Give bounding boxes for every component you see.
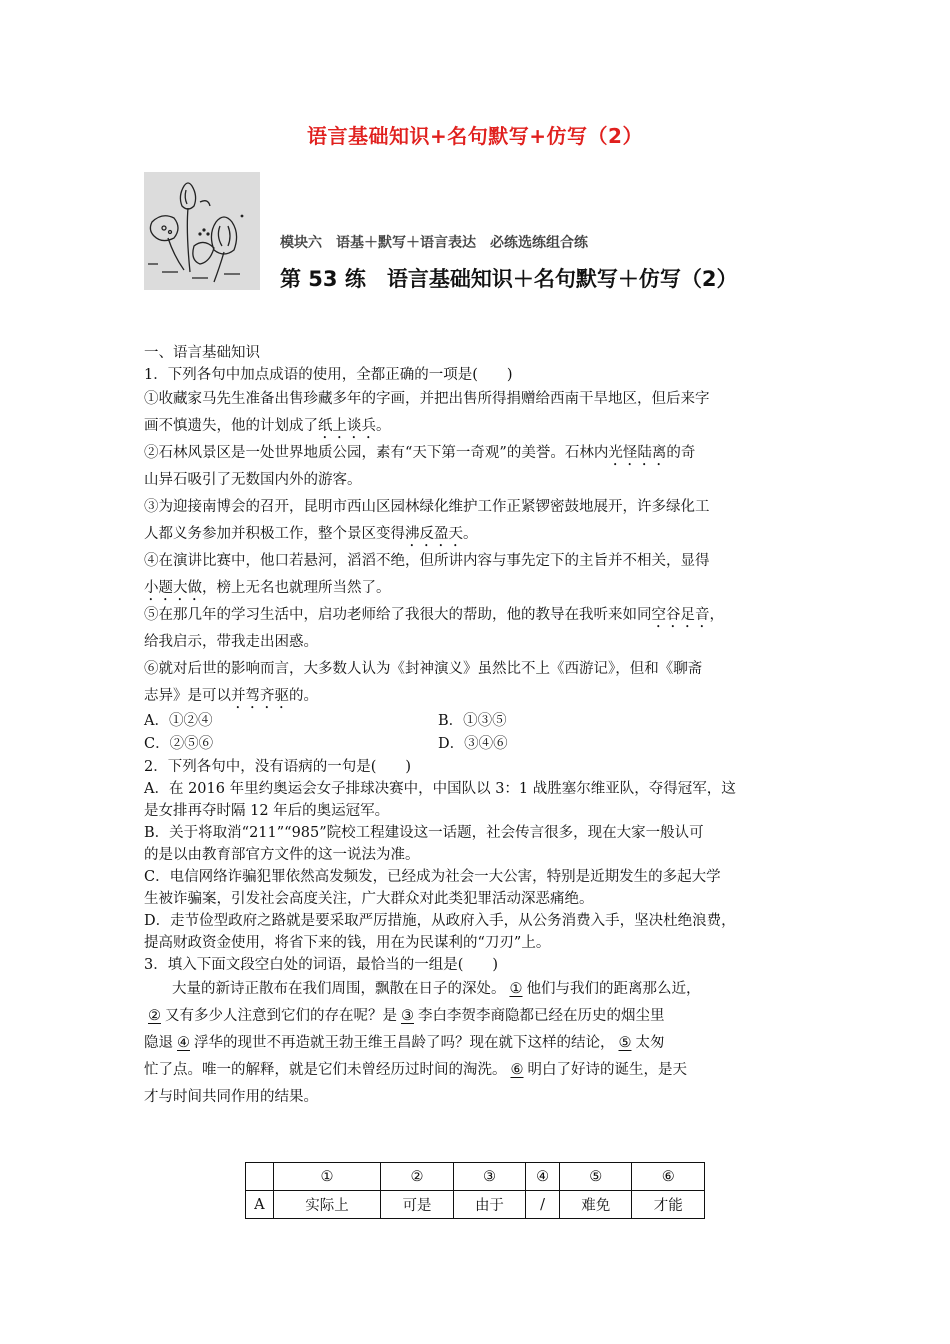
table-cell: ①: [273, 1163, 381, 1191]
dotted-idiom: 纸上谈兵: [318, 418, 376, 434]
dotted-idiom: 小题大做: [144, 580, 202, 596]
table-header-row: [246, 1163, 705, 1191]
blank-3: ③: [401, 1008, 414, 1024]
q1-sentence-3: ③为迎接南博会的召开，昆明市西山区园林绿化维护工作正紧锣密鼓地展开，许多绿化工: [144, 499, 710, 515]
table-cell: ②: [381, 1163, 453, 1191]
q3-passage-line-5: 才与时间共同作用的结果。: [144, 1089, 318, 1105]
module-subtitle: 模块六 语基＋默写＋语言表达 必练选练组合练: [280, 235, 588, 251]
dotted-idiom: 光怪陆离: [608, 445, 667, 461]
option-d[interactable]: D．③④⑥: [438, 736, 508, 752]
q1-sentence-2-cont: 山异石吸引了无数国内外的游客。: [144, 472, 362, 488]
q2-option-b-cont: 的是以由教育部官方文件的这一说法为准。: [144, 847, 420, 863]
practice-title: 第 53 练 语言基础知识＋名句默写＋仿写（2）: [280, 267, 738, 291]
q3-passage-line-4: 忙了点。唯一的解释，就是它们未曾经历过时间的淘洗。 ⑥ 明白了好诗的诞生，是天: [144, 1062, 687, 1078]
question-1-stem: 1．下列各句中加点成语的使用，全都正确的一项是( ): [144, 367, 513, 383]
blank-4: ④: [177, 1035, 190, 1051]
q1-sentence-1: ①收藏家马先生准备出售珍藏多年的字画，并把出售所得捐赠给西南干旱地区，但后来字: [144, 391, 710, 407]
lotus-illustration: [144, 172, 260, 290]
lotus-icon: [144, 172, 260, 290]
q1-sentence-3-cont: 人都义务参加并积极工作，整个景区变得沸反盈天。: [144, 526, 478, 542]
q2-option-d[interactable]: D．走节俭型政府之路就是要采取严厉措施，从政府入手，从公务消费入手，坚决杜绝浪费，: [144, 913, 736, 929]
table-cell: [246, 1163, 274, 1191]
q3-passage-line-2: ② 又有多少人注意到它们的存在呢？是 ③ 李白李贺李商隐都已经在历史的烟尘里: [144, 1003, 806, 1030]
q1-sentence-1-cont: 画不慎遗失，他的计划成了纸上谈兵。: [144, 418, 391, 434]
q2-option-a-cont: 是女排再夺时隔 12 年后的奥运冠军。: [144, 803, 390, 819]
option-a[interactable]: A．①②④: [144, 713, 213, 729]
q1-sentence-5: ⑤在那几年的学习生活中，启功老师给了我很大的帮助，他的教导在我听来如同空谷足音，: [144, 607, 724, 623]
table-cell: 实际上: [273, 1191, 381, 1219]
option-c[interactable]: C．②⑤⑥: [144, 736, 214, 752]
blank-1: ①: [509, 981, 523, 997]
table-cell: 可是: [381, 1191, 453, 1219]
q1-sentence-5-cont: 给我启示，带我走出困惑。: [144, 634, 318, 650]
table-cell: ⑤: [559, 1163, 631, 1191]
table-cell: 才能: [632, 1191, 705, 1219]
q1-sentence-4-cont: 小题大做，榜上无名也就理所当然了。: [144, 580, 391, 596]
q1-sentence-4: ④在演讲比赛中，他口若悬河，滔滔不绝，但所讲内容与事先定下的主旨并不相关，显得: [144, 553, 710, 569]
blank-2: ②: [148, 1008, 161, 1024]
table-cell: 难免: [559, 1191, 631, 1219]
q2-option-b[interactable]: B．关于将取消“211”“985”院校工程建设这一话题，社会传言很多，现在大家一般认可: [144, 825, 704, 841]
section-heading: 一、语言基础知识: [144, 345, 260, 361]
q2-option-d-cont: 提高财政资金使用，将省下来的钱，用在为民谋利的“刀刃”上。: [144, 935, 551, 951]
question-3-stem: 3．填入下面文段空白处的词语，最恰当的一组是( ): [144, 957, 499, 973]
blank-5: ⑤: [618, 1035, 632, 1051]
document-title: 语言基础知识+名句默写+仿写（2）: [307, 124, 643, 148]
answer-table: [245, 1162, 705, 1219]
table-cell: ④: [526, 1163, 560, 1191]
table-cell: A: [246, 1191, 274, 1219]
q3-passage-line-3: 隐退 ④ 浮华的现世不再造就王勃王维王昌龄了吗？现在就下这样的结论， ⑤ 太匆: [144, 1035, 665, 1051]
q1-sentence-6: ⑥就对后世的影响而言，大多数人认为《封神演义》虽然比不上《西游记》，但和《聊斋: [144, 661, 703, 677]
q2-option-a[interactable]: A．在 2016 年里约奥运会女子排球决赛中，中国队以 3：1 战胜塞尔维亚队，夺得冠军，这: [144, 781, 736, 797]
q1-sentence-2: ②石林风景区是一处世界地质公园，素有“天下第一奇观”的美誉。石林内光怪陆离的奇: [144, 445, 696, 461]
q1-sentence-6-cont: 志异》是可以并驾齐驱的。: [144, 688, 318, 704]
exercise-content: [144, 342, 806, 1111]
table-cell: ③: [453, 1163, 525, 1191]
table-row: [246, 1191, 705, 1219]
table-cell: 由于: [453, 1191, 525, 1219]
option-b[interactable]: B．①③⑤: [438, 713, 507, 729]
table-cell: /: [526, 1191, 560, 1219]
blank-6: ⑥: [510, 1062, 524, 1078]
dotted-idiom: 空谷足音: [651, 607, 710, 623]
table-cell: ⑥: [632, 1163, 705, 1191]
q3-passage-line-1: 大量的新诗正散布在我们周围，飘散在日子的深处。 ① 他们与我们的距离那么近，: [172, 981, 701, 997]
q2-option-c[interactable]: C．电信网络诈骗犯罪依然高发频发，已经成为社会一大公害，特别是近期发生的多起大学: [144, 869, 721, 885]
dotted-idiom: 并驾齐驱: [231, 688, 289, 704]
question-2-stem: 2．下列各句中，没有语病的一句是( ): [144, 759, 412, 775]
dotted-idiom: 沸反盈天: [405, 526, 463, 542]
q1-options-row-1: [144, 710, 806, 733]
q2-option-c-cont: 生被诈骗案，引发社会高度关注，广大群众对此类犯罪活动深恶痛绝。: [144, 891, 594, 907]
q1-options-row-2: [144, 733, 806, 756]
